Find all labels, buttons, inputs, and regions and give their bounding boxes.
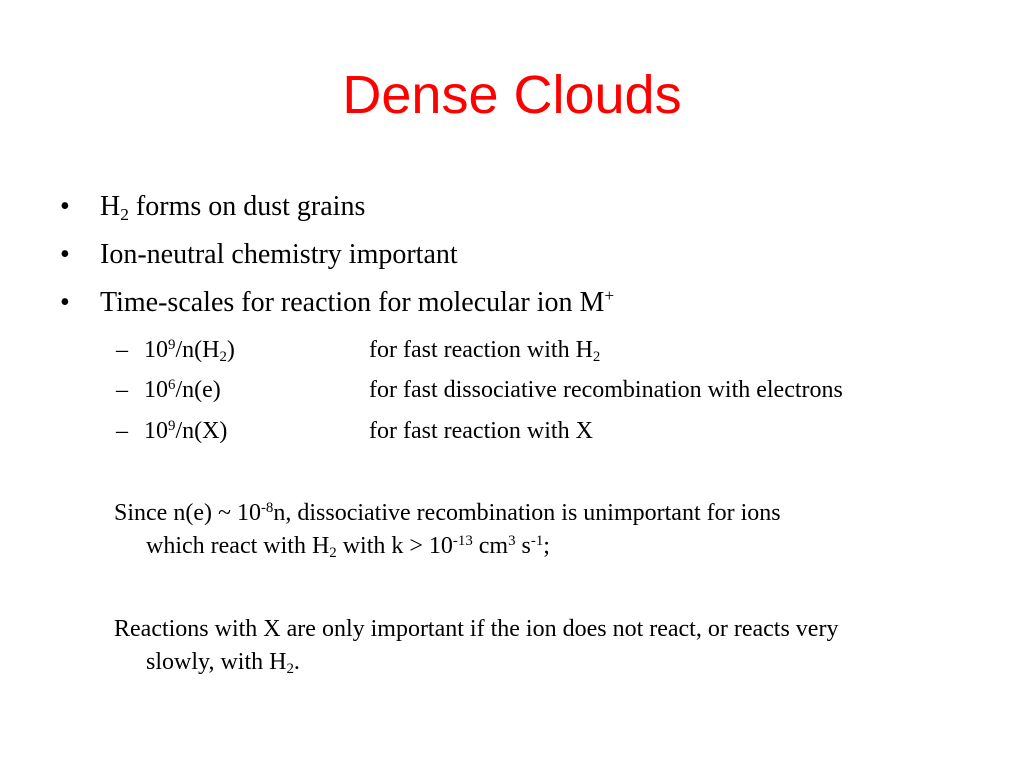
subbullet-mark: – <box>116 377 128 403</box>
paragraph-recombination-note <box>114 497 994 563</box>
timescale-expression: $10^9/n(X)$ <box>144 417 228 444</box>
paragraph-line: slowly, with $H_2$. <box>146 649 300 678</box>
timescale-expression: $10^6/n(e)$ <box>144 376 221 403</box>
paragraph-x-reactions-note <box>114 613 994 679</box>
timescale-expression: $10^9/n(H_2)$ <box>144 336 235 366</box>
timescale-description: for fast dissociative recombination with electrons <box>369 377 843 403</box>
bullet-mark: • <box>60 287 70 318</box>
bullet-mark: • <box>60 191 70 222</box>
bullet-text: Ion-neutral chemistry important <box>100 239 458 270</box>
slide-title: Dense Clouds <box>342 65 682 125</box>
paragraph-line: which react with $H_2$ with $k > 10^{-13}$ $cm^3$ $s^{-1}$; <box>146 532 550 562</box>
subbullet-mark: – <box>116 337 128 363</box>
bullet-text: Time-scales for reaction for molecular ion M+ <box>100 286 615 318</box>
timescale-description: for fast reaction with X <box>369 418 593 444</box>
bullet-text: $H_2$ forms on dust grains <box>100 191 366 224</box>
bullet-mark: • <box>60 239 70 270</box>
paragraph-line: Reactions with X are only important if the ion does not react, or reacts very <box>114 616 839 642</box>
subbullet-mark: – <box>116 418 128 444</box>
timescale-description: for fast reaction with $H_2$ <box>369 337 601 366</box>
paragraph-line: Since n(e) ~ $10^{-8}n$, dissociative recombination is unimportant for ions <box>114 499 781 526</box>
